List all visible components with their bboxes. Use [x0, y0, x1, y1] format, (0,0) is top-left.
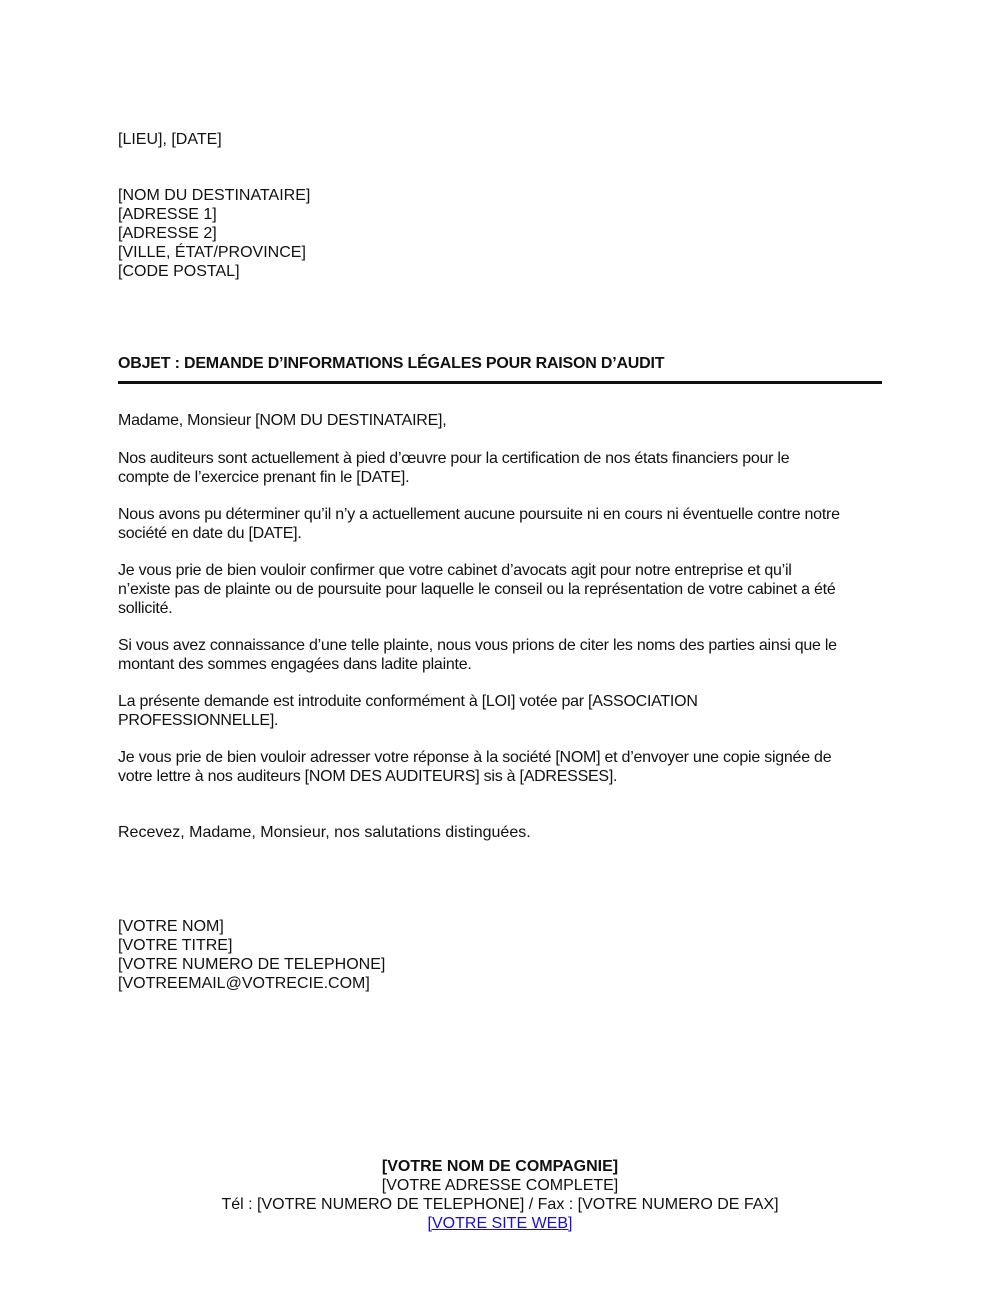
paragraph-4	[118, 636, 884, 674]
paragraph-line: n’existe pas de plainte ou de poursuite pour laquelle le conseil ou la représentation de votre cabinet a été	[118, 581, 836, 598]
recipient-city-state: [VILLE, ÉTAT/PROVINCE]	[118, 244, 306, 261]
footer-phone-fax: Tél : [VOTRE NUMERO DE TELEPHONE] / Fax : [VOTRE NUMERO DE FAX]	[221, 1196, 779, 1213]
paragraph-5	[118, 692, 884, 730]
paragraph-line: compte de l’exercice prenant fin le [DATE].	[118, 469, 410, 486]
paragraph-line: La présente demande est introduite conformément à [LOI] votée par [ASSOCIATION	[118, 693, 698, 710]
sender-title: [VOTRE TITRE]	[118, 937, 233, 954]
paragraph-2	[118, 505, 884, 543]
closing-text: Recevez, Madame, Monsieur, nos salutations distinguées.	[118, 824, 531, 841]
signature-block	[118, 917, 884, 993]
closing	[118, 823, 884, 842]
sender-phone: [VOTRE NUMERO DE TELEPHONE]	[118, 956, 386, 973]
place-date	[118, 130, 884, 149]
paragraph-line: Si vous avez connaissance d’une telle plainte, nous vous prions de citer les noms des parties ainsi que le	[118, 637, 837, 654]
footer-website-link[interactable]: [VOTRE SITE WEB]	[427, 1215, 573, 1232]
recipient-postal-code: [CODE POSTAL]	[118, 263, 240, 280]
paragraph-line: montant des sommes engagées dans ladite plainte.	[118, 656, 472, 673]
sender-name: [VOTRE NOM]	[118, 918, 224, 935]
paragraph-1	[118, 449, 884, 487]
company-footer	[0, 1157, 1000, 1233]
paragraph-3	[118, 561, 884, 618]
paragraph-line: Je vous prie de bien vouloir adresser votre réponse à la société [NOM] et d’envoyer une copie signée de	[118, 749, 832, 766]
paragraph-line: PROFESSIONNELLE].	[118, 712, 279, 729]
recipient-address-1: [ADRESSE 1]	[118, 206, 217, 223]
paragraph-line: société en date du [DATE].	[118, 525, 302, 542]
paragraph-line: Je vous prie de bien vouloir confirmer que votre cabinet d’avocats agit pour notre entreprise et qu’il	[118, 562, 792, 579]
subject-line: OBJET : DEMANDE D’INFORMATIONS LÉGALES POUR RAISON D’AUDIT	[118, 355, 665, 372]
paragraph-line: votre lettre à nos auditeurs [NOM DES AUDITEURS] sis à [ADRESSES].	[118, 768, 618, 785]
footer-address: [VOTRE ADRESSE COMPLETE]	[381, 1177, 619, 1194]
paragraph-line: Nos auditeurs sont actuellement à pied d’œuvre pour la certification de nos états financiers pour le	[118, 450, 790, 467]
paragraph-line: sollicité.	[118, 600, 173, 617]
recipient-name: [NOM DU DESTINATAIRE]	[118, 187, 311, 204]
recipient-address-2: [ADRESSE 2]	[118, 225, 217, 242]
subject-divider	[118, 381, 882, 384]
recipient-address-block	[118, 186, 884, 281]
paragraph-6	[118, 748, 884, 786]
paragraph-line: Nous avons pu déterminer qu’il n’y a actuellement aucune poursuite ni en cours ni éventuelle contre notre	[118, 506, 840, 523]
place-date-text: [LIEU], [DATE]	[118, 131, 222, 148]
salutation	[118, 411, 884, 430]
salutation-text: Madame, Monsieur [NOM DU DESTINATAIRE],	[118, 412, 447, 429]
sender-email: [VOTREEMAIL@VOTRECIE.COM]	[118, 975, 370, 992]
footer-company-name: [VOTRE NOM DE COMPAGNIE]	[381, 1158, 619, 1175]
